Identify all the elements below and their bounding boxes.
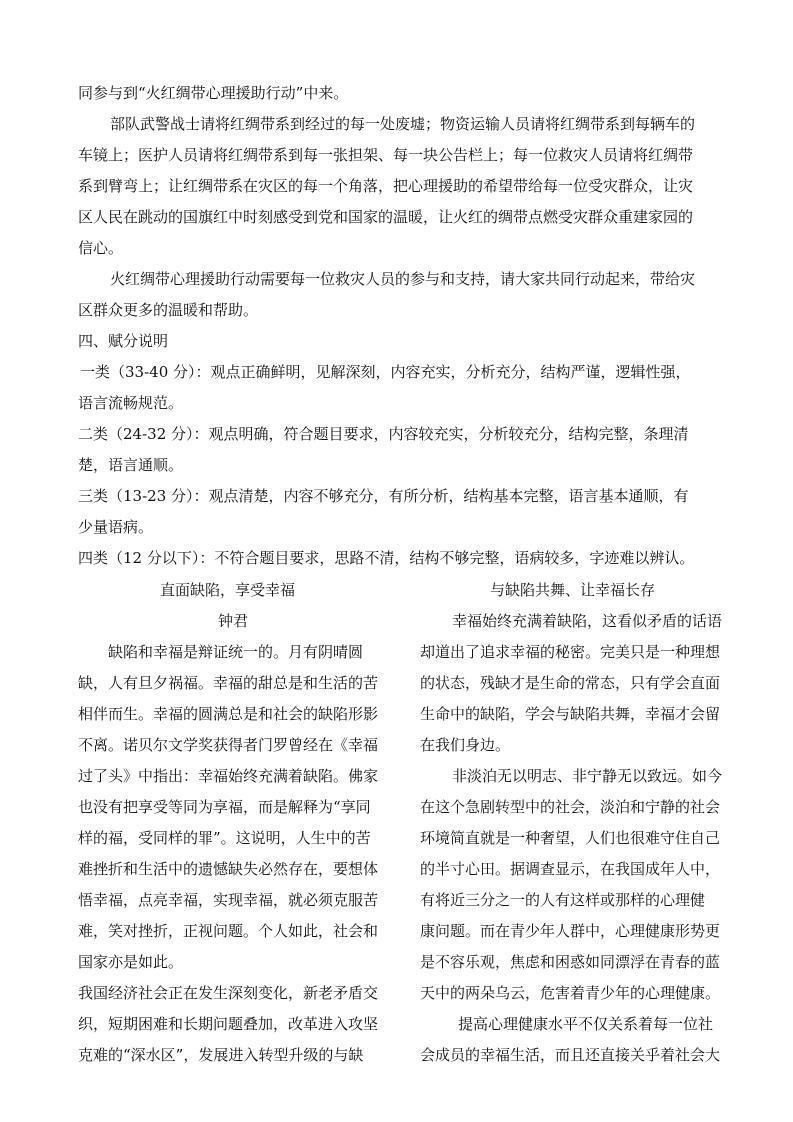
essay-left-line: 克难的“深水区”，发展进入转型升级的与缺 (78, 1046, 364, 1064)
essay-right-line: 会成员的幸福生活，而且还直接关乎着社会大 (420, 1046, 721, 1064)
essay-left-line: 我国经济社会正在发生深刻变化，新老矛盾交 (78, 984, 379, 1002)
essay-right-line: 提高心理健康水平不仅关系着每一位社 (458, 1015, 714, 1033)
essay-right-line: 在这个急剧转型中的社会，淡泊和宁静的社会 (420, 798, 721, 816)
essay-right-line: 的半寸心田。据调查显示，在我国成年人中， (420, 860, 721, 878)
essay-left-line: 悟幸福，点亮幸福，实现幸福，就必须克服苦 (78, 891, 379, 909)
essay-right-line: 康问题。而在青少年人群中，心理健康形势更 (420, 922, 721, 940)
essay-left-author: 钟君 (218, 612, 249, 630)
essay-right-line: 天中的两朵乌云，危害着青少年的心理健康。 (420, 984, 721, 1002)
grading-line: 三类（13-23 分）：观点清楚，内容不够充分，有所分析，结构基本完整，语言基本通顺，有 (78, 487, 689, 505)
paragraph-line: 区群众更多的温暖和帮助。 (78, 301, 259, 319)
essay-left-line: 过了头》中指出：幸福始终充满着缺陷。佛家 (78, 767, 379, 785)
essay-right-line: 有将近三分之一的人有这样或那样的心理健 (420, 891, 706, 909)
paragraph-line: 同参与到“火红绸带心理援助行动”中来。 (78, 84, 349, 102)
essay-left-line: 缺，人有旦夕祸福。幸福的甜总是和生活的苦 (78, 674, 379, 692)
essay-right-line: 是不容乐观，焦虑和困惑如同漂浮在青春的蓝 (420, 953, 721, 971)
essay-right-line: 却道出了追求幸福的秘密。完美只是一种理想 (420, 643, 721, 661)
grading-heading: 四、赋分说明 (78, 332, 169, 350)
essay-right-line: 环境简直就是一种奢望，人们也很难守住自己 (420, 829, 721, 847)
essay-left-line: 国家亦是如此。 (78, 953, 184, 971)
essay-left-line: 缺陷和幸福是辩证统一的。月有阴晴圆 (108, 643, 364, 661)
essay-left-line: 也没有把享受等同为享福，而是解释为“享同 (78, 798, 371, 816)
essay-left-line: 相伴而生。幸福的圆满总是和社会的缺陷形影 (78, 705, 379, 723)
paragraph-line: 区人民在跳动的国旗红中时刻感受到党和国家的温暖，让火红的绸带点燃受灾群众重建家园的 (78, 208, 694, 226)
paragraph-line: 火红绸带心理援助行动需要每一位救灾人员的参与和支持，请大家共同行动起来，带给灾 (110, 270, 696, 288)
essay-left-line: 难，笑对挫折，正视问题。个人如此，社会和 (78, 922, 379, 940)
paragraph-line: 部队武警战士请将红绸带系到经过的每一处废墟；物资运输人员请将红绸带系到每辆车的 (110, 115, 696, 133)
grading-line: 二类（24-32 分）：观点明确，符合题目要求，内容较充实，分析较充分，结构完整，条理清 (78, 425, 689, 443)
grading-line: 少量语病。 (78, 518, 154, 536)
paragraph-line: 车镜上；医护人员请将红绸带系到每一张担架、每一块公告栏上；每一位救灾人员请将红绸带 (78, 146, 694, 164)
essay-left-title: 直面缺陷，享受幸福 (160, 581, 296, 599)
grading-line: 四类（12 分以下）：不符合题目要求，思路不清，结构不够完整，语病较多，字迹难以辨认。 (78, 549, 695, 567)
essay-right-line: 幸福始终充满着缺陷，这看似矛盾的话语 (452, 612, 723, 630)
grading-line: 楚，语言通顺。 (78, 456, 184, 474)
grading-line: 语言流畅规范。 (78, 394, 184, 412)
grading-line: 一类（33-40 分）：观点正确鲜明，见解深刻，内容充实，分析充分，结构严谨，逻辑性强， (80, 363, 691, 381)
essay-left-line: 织，短期困难和长期问题叠加，改革进入攻坚 (78, 1015, 379, 1033)
paragraph-line: 信心。 (78, 239, 124, 257)
essay-left-line: 难挫折和生活中的遗憾缺失必然存在，要想体 (78, 860, 379, 878)
paragraph-line: 系到臂弯上；让红绸带系在灾区的每一个角落，把心理援助的希望带给每一位受灾群众，让灾 (78, 177, 694, 195)
essay-right-line: 生命中的缺陷，学会与缺陷共舞，幸福才会留 (420, 705, 721, 723)
essay-left-line: 不离。诺贝尔文学奖获得者门罗曾经在《幸福 (78, 736, 379, 754)
essay-right-line: 非淡泊无以明志、非宁静无以致远。如今 (452, 767, 723, 785)
essay-right-title: 与缺陷共舞、让幸福长存 (490, 581, 656, 599)
essay-left-line: 样的福，受同样的罪”。这说明，人生中的苦 (78, 829, 371, 847)
essay-right-line: 在我们身边。 (420, 736, 511, 754)
essay-right-line: 的状态，残缺才是生命的常态，只有学会直面 (420, 674, 721, 692)
